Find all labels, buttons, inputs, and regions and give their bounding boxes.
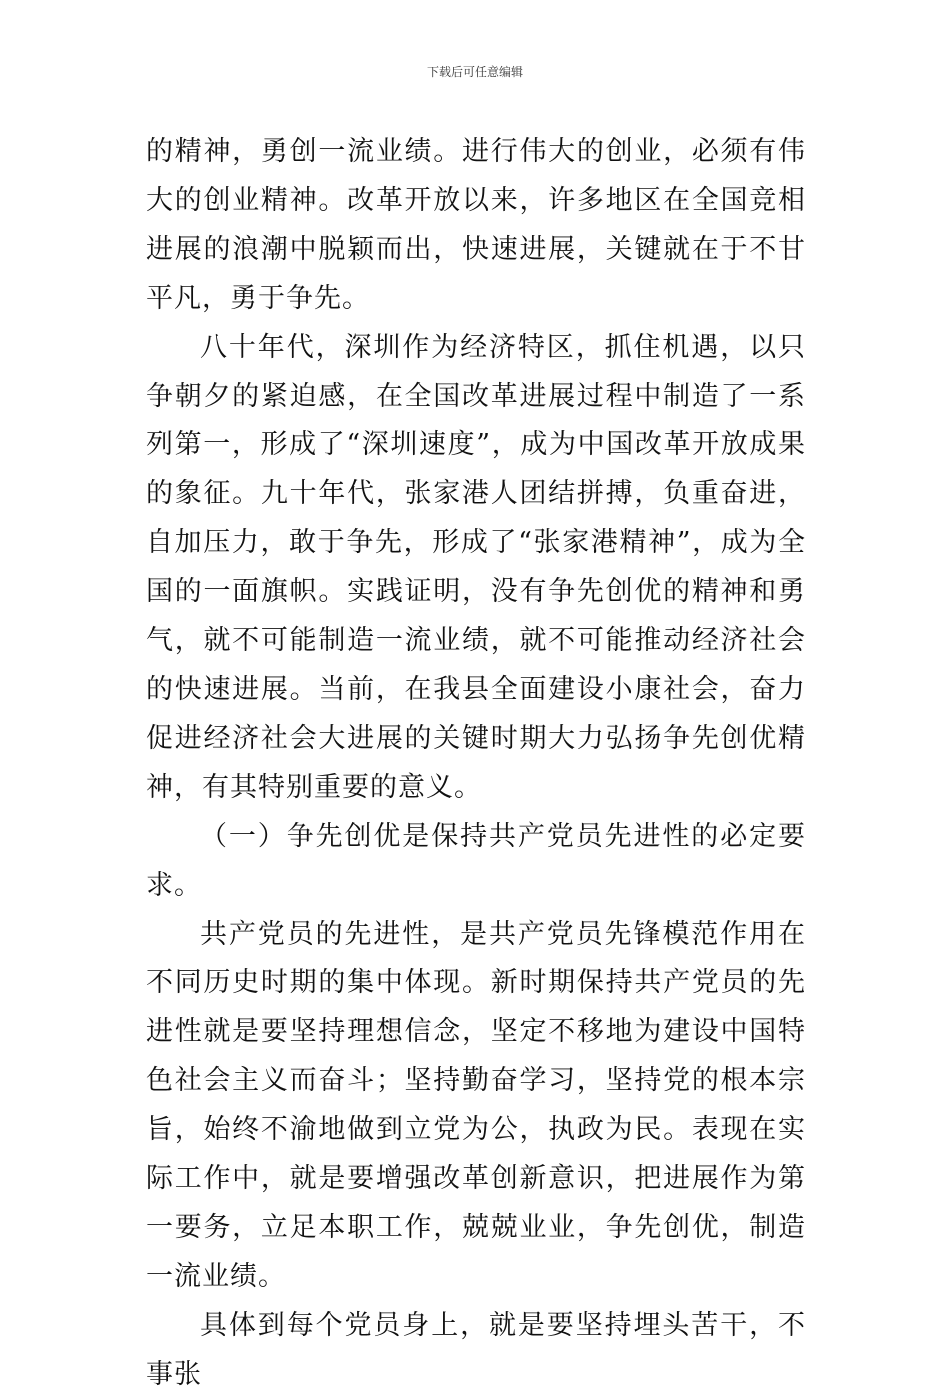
section-heading: （一）争先创优是保持共产党员先进性的必定要求。	[146, 820, 806, 901]
paragraph-shenzhen-zhangjiagang: 八十年代，深圳作为经济特区，抓住机遇，以只争朝夕的紧迫感，在全国改革进展过程中制造了一系列第一，形成了“深圳速度”，成为中国改革开放成果的象征。九十年代，张家港人团结拼搏，负重奋进，自加压力，敢于争先，形成了“张家港精神”，成为全国的一面旗帜。实践证明，没有争先创优的精神和勇气，就不可能制造一流业绩，就不可能推动经济社会的快速进展。当前，在我县全面建设小康社会，奋力促进经济社会大进展的关键时期大力弘扬争先创优精神，有其特别重要的意义。	[146, 331, 806, 803]
paragraph-specific-requirements: 具体到每个党员身上，就是要坚持埋头苦干，不事张	[146, 1309, 806, 1390]
page-header: 下载后可任意编辑	[426, 65, 523, 79]
paragraph-continuation: 的精神，勇创一流业绩。进行伟大的创业，必须有伟大的创业精神。改革开放以来，许多地区在全国竞相进展的浪潮中脱颖而出，快速进展，关键就在于不甘平凡，勇于争先。	[146, 136, 806, 314]
paragraph-party-member-advancement: 共产党员的先进性，是共产党员先锋模范作用在不同历史时期的集中体现。新时期保持共产党员的先进性就是要坚持理想信念，坚定不移地为建设中国特色社会主义而奋斗；坚持勤奋学习，坚持党的根本宗旨，始终不渝地做到立党为公，执政为民。表现在实际工作中，就是要增强改革创新意识，把进展作为第一要务，立足本职工作，兢兢业业，争先创优，制造一流业绩。	[146, 918, 806, 1292]
document-body	[146, 128, 806, 1400]
